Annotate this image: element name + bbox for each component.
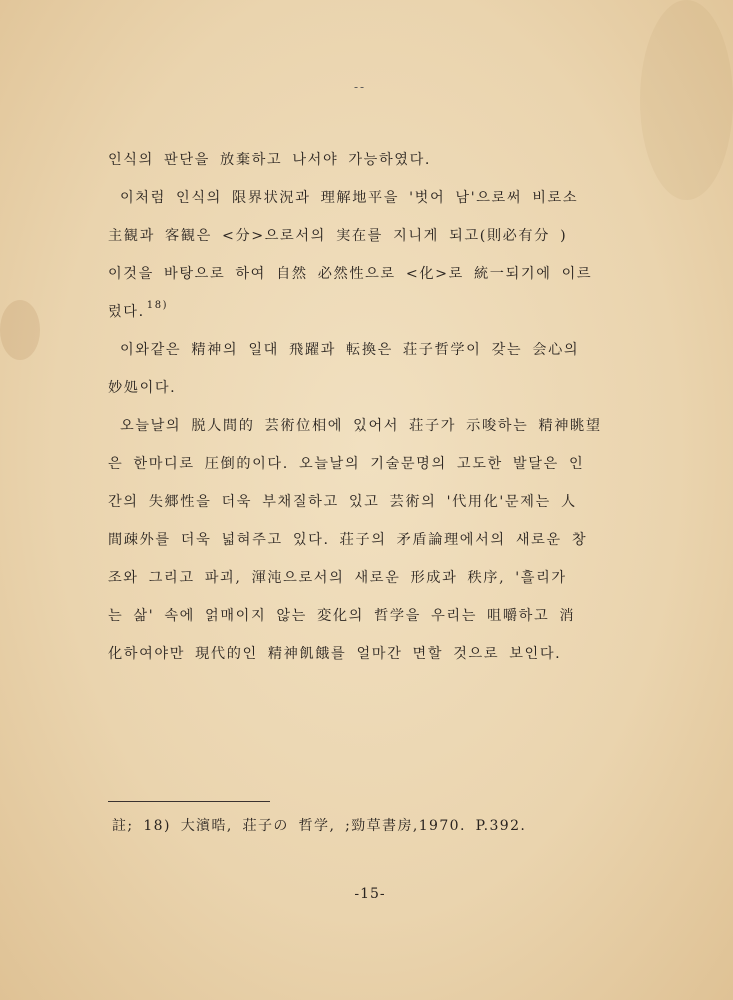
text-line: 인식의 판단을 放棄하고 나서야 가능하였다.	[108, 152, 432, 168]
text-line-content: 렀다.	[108, 304, 145, 320]
text-line	[108, 298, 628, 336]
text-line: 은 한마디로 圧倒的이다. 오늘날의 기술문명의 고도한 발달은 인	[108, 456, 585, 472]
text-line: 이처럼 인식의 限界状況과 理解地平을 '벗어 남'으로써 비로소	[120, 190, 579, 206]
text-line: 간의 失郷性을 더욱 부채질하고 있고 芸術의 '代用化'문제는 人	[108, 494, 577, 510]
top-mark: --	[354, 80, 367, 94]
text-line: 이와같은 精神의 일대 飛躍과 転換은 荘子哲学이 갖는 会心의	[120, 342, 580, 358]
paper-stain	[640, 0, 733, 200]
text-line: 妙処이다.	[108, 380, 177, 396]
footnote-divider	[108, 801, 270, 802]
paper-stain	[0, 300, 40, 360]
footnote-reference: 18)	[146, 300, 169, 311]
footnote: 註; 18) 大濱晧, 荘子の 哲学, ;勁草書房,1970. P.392.	[112, 818, 527, 834]
text-line: 化하여야만 現代的인 精神飢餓를 얼마간 면할 것으로 보인다.	[108, 646, 562, 662]
text-line: 이것을 바탕으로 하여 自然 必然性으로 <化>로 統一되기에 이르	[108, 266, 593, 282]
body-text	[108, 146, 628, 678]
page-number: -15-	[354, 886, 386, 902]
text-line: 조와 그리고 파괴, 渾沌으로서의 새로운 形成과 秩序, '흘리가	[108, 570, 567, 586]
text-line: 間疎外를 더욱 넓혀주고 있다. 荘子의 矛盾論理에서의 새로운 창	[108, 532, 588, 548]
text-line: 는 삶' 속에 얽매이지 않는 変化의 哲学을 우리는 咀嚼하고 消	[108, 608, 576, 624]
text-line: 主観과 客観은 <分>으로서의 実在를 지니게 되고(則必有分 )	[108, 228, 568, 244]
text-line: 오늘날의 脱人間的 芸術位相에 있어서 荘子가 示唆하는 精神眺望	[120, 418, 602, 434]
